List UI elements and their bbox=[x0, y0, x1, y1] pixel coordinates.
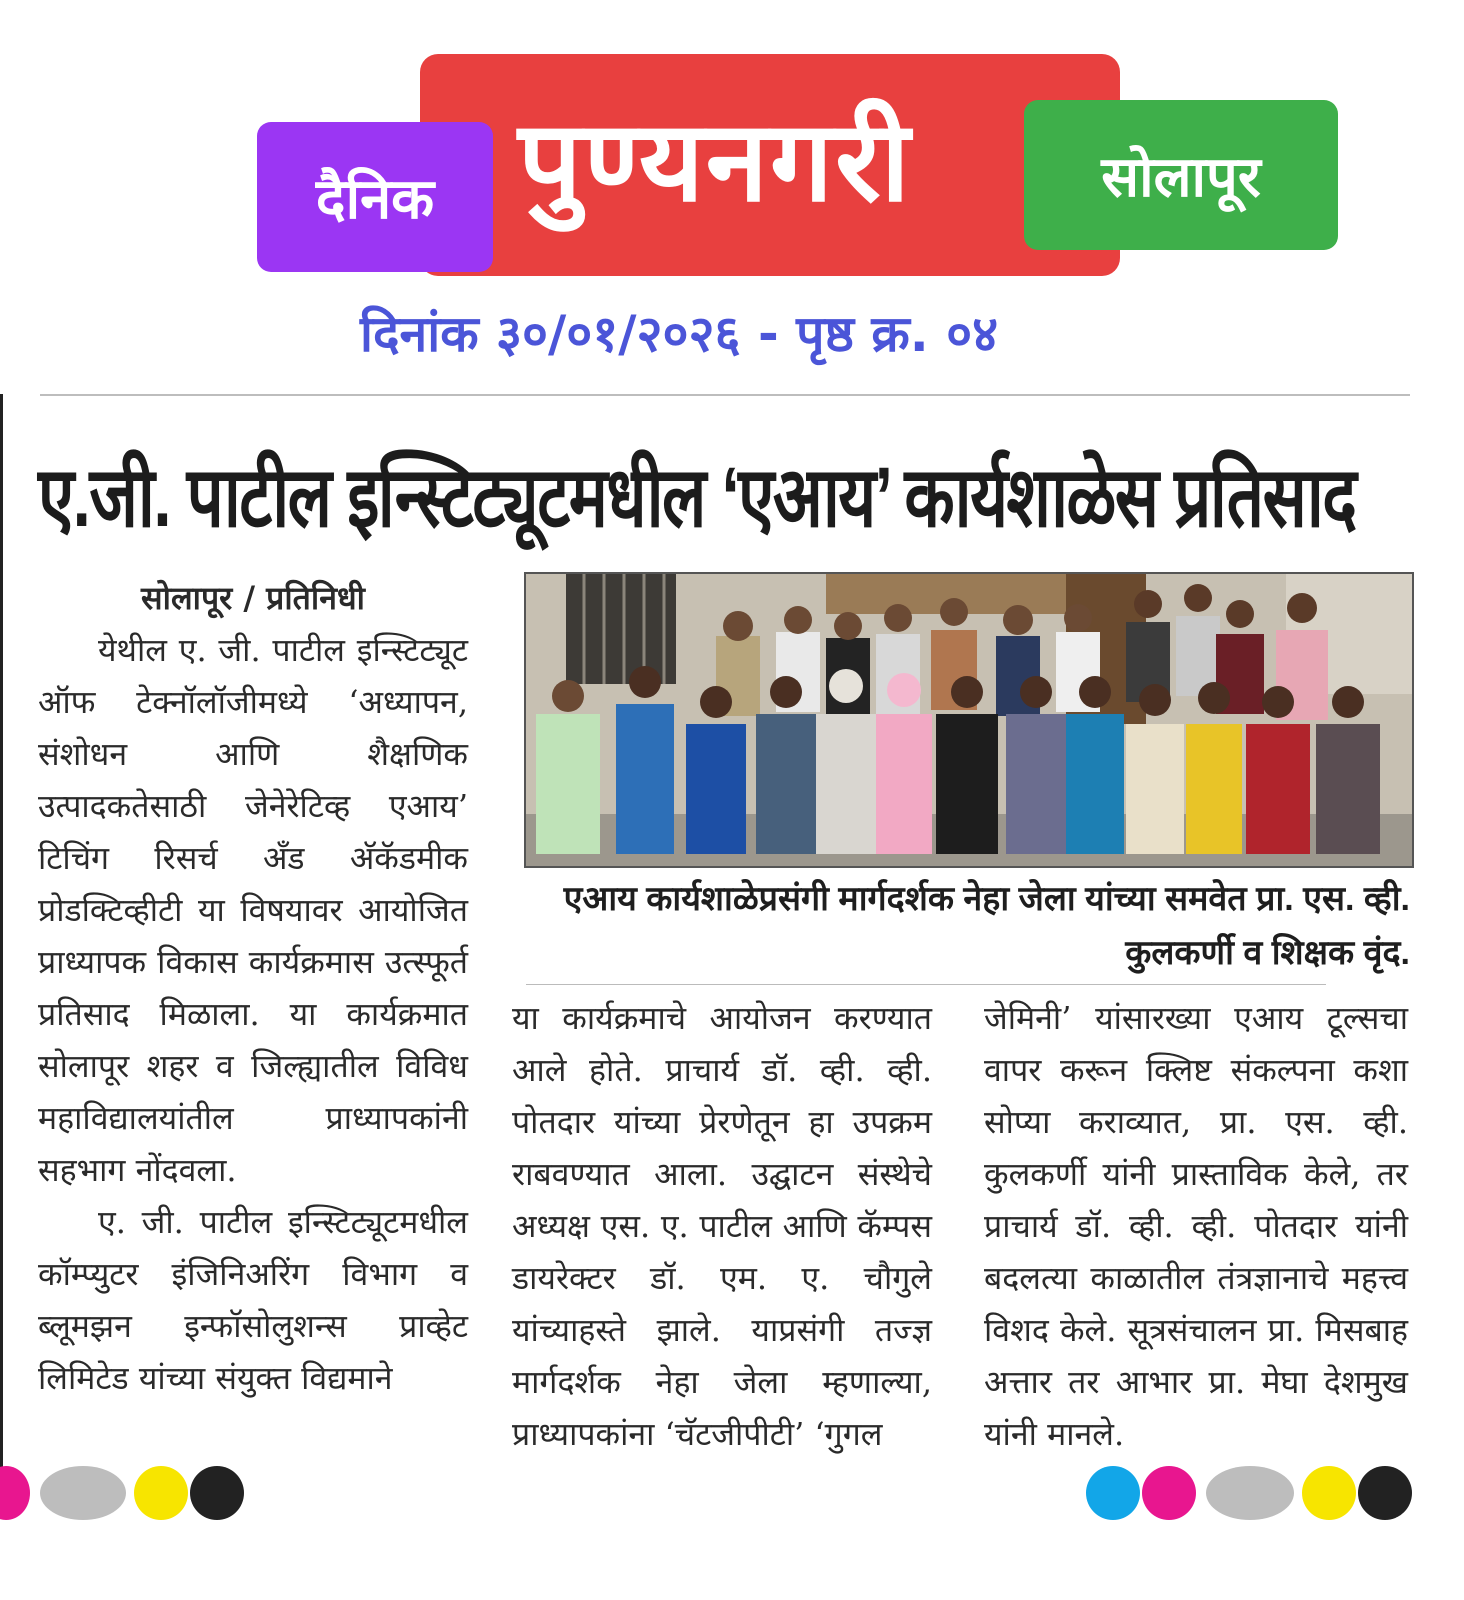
dateline: दिनांक ३०/०१/२०२६ - पृष्ठ क्र. ०४ bbox=[360, 305, 999, 363]
registration-dot-yellow bbox=[1302, 1466, 1356, 1520]
registration-dot-gray bbox=[1206, 1466, 1294, 1520]
masthead-right-label-box bbox=[1024, 100, 1338, 250]
divider bbox=[40, 394, 1410, 396]
divider bbox=[526, 984, 1326, 985]
article-column-2 bbox=[512, 992, 932, 1460]
paragraph: येथील ए. जी. पाटील इन्स्टिट्यूट ऑफ टेक्नॉलॉजीमध्ये ‘अध्यापन, संशोधन आणि शैक्षणिक उत्पादकतेसाठी जेनेरेटिव्ह एआय’ टिचिंग रिसर्च अँड अ‍ॅकॅडमीक प्रोडक्टिव्हीटी या विषयावर आयोजित प्राध्यापक विकास कार्यक्रमास उत्स्फूर्त प्रतिसाद मिळाला. या कार्यक्रमात सोलापूर शहर व जिल्ह्यातील विविध महाविद्यालयांतील प्राध्यापकांनी सहभाग नोंदवला. bbox=[38, 631, 468, 1189]
article-column-1 bbox=[38, 572, 468, 1404]
registration-dot-gray bbox=[40, 1466, 126, 1520]
group-photo-illustration bbox=[526, 574, 1412, 866]
byline: सोलापूर / प्रतिनिधी bbox=[141, 579, 365, 617]
registration-dot-cyan bbox=[1086, 1466, 1140, 1520]
masthead-title: पुण्यनगरी bbox=[518, 97, 912, 227]
article-column-3 bbox=[984, 992, 1408, 1460]
page-left-border bbox=[0, 394, 3, 1474]
article-headline: ए.जी. पाटील इन्स्टिट्यूटमधील ‘एआय’ कार्यशाळेस प्रतिसाद bbox=[38, 450, 1356, 544]
registration-dot-black bbox=[1358, 1466, 1412, 1520]
masthead-title-box bbox=[420, 54, 1120, 276]
paragraph: जेमिनी’ यांसारख्या एआय टूल्सचा वापर करून क्लिष्ट संकल्पना कशा सोप्या कराव्यात, प्रा. एस. व्ही. कुलकर्णी यांनी प्रास्ताविक केले, तर प्राचार्य डॉ. व्ही. व्ही. पोतदार यांनी बदलत्या काळातील तंत्रज्ञानाचे महत्त्व विशद केले. सूत्रसंचालन प्रा. मिसबाह अत्तार तर आभार प्रा. मेघा देशमुख यांनी मानले. bbox=[984, 999, 1408, 1453]
registration-dot-magenta bbox=[0, 1466, 30, 1520]
masthead-right-label: सोलापूर bbox=[1101, 145, 1261, 210]
registration-dot-black bbox=[190, 1466, 244, 1520]
masthead-left-label-box bbox=[257, 122, 493, 272]
masthead-left-label: दैनिक bbox=[315, 167, 435, 232]
paragraph: या कार्यक्रमाचे आयोजन करण्यात आले होते. प्राचार्य डॉ. व्ही. व्ही. पोतदार यांच्या प्रेरणेतून हा उपक्रम राबवण्यात आला. उद्घाटन संस्थेचे अध्यक्ष एस. ए. पाटील आणि कॅम्पस डायरेक्टर डॉ. एम. ए. चौगुले यांच्याहस्ते झाले. याप्रसंगी तज्ज्ञ मार्गदर्शक नेहा जेला म्हणाल्या, प्राध्यापकांना ‘चॅटजीपीटी’ ‘गुगल bbox=[512, 999, 932, 1453]
group-photo bbox=[524, 572, 1414, 868]
registration-dot-yellow bbox=[134, 1466, 188, 1520]
paragraph: ए. जी. पाटील इन्स्टिट्यूटमधील कॉम्प्युटर इंजिनिअरिंग विभाग व ब्लूमझन इन्फॉसोलुशन्स प्राव्हेट लिमिटेड यांच्या संयुक्त विद्यमाने bbox=[38, 1203, 468, 1397]
registration-dot-magenta bbox=[1142, 1466, 1196, 1520]
photo-caption: एआय कार्यशाळेप्रसंगी मार्गदर्शक नेहा जेला यांच्या समवेत प्रा. एस. व्ही. कुलकर्णी व शिक्षक वृंद. bbox=[563, 880, 1410, 972]
